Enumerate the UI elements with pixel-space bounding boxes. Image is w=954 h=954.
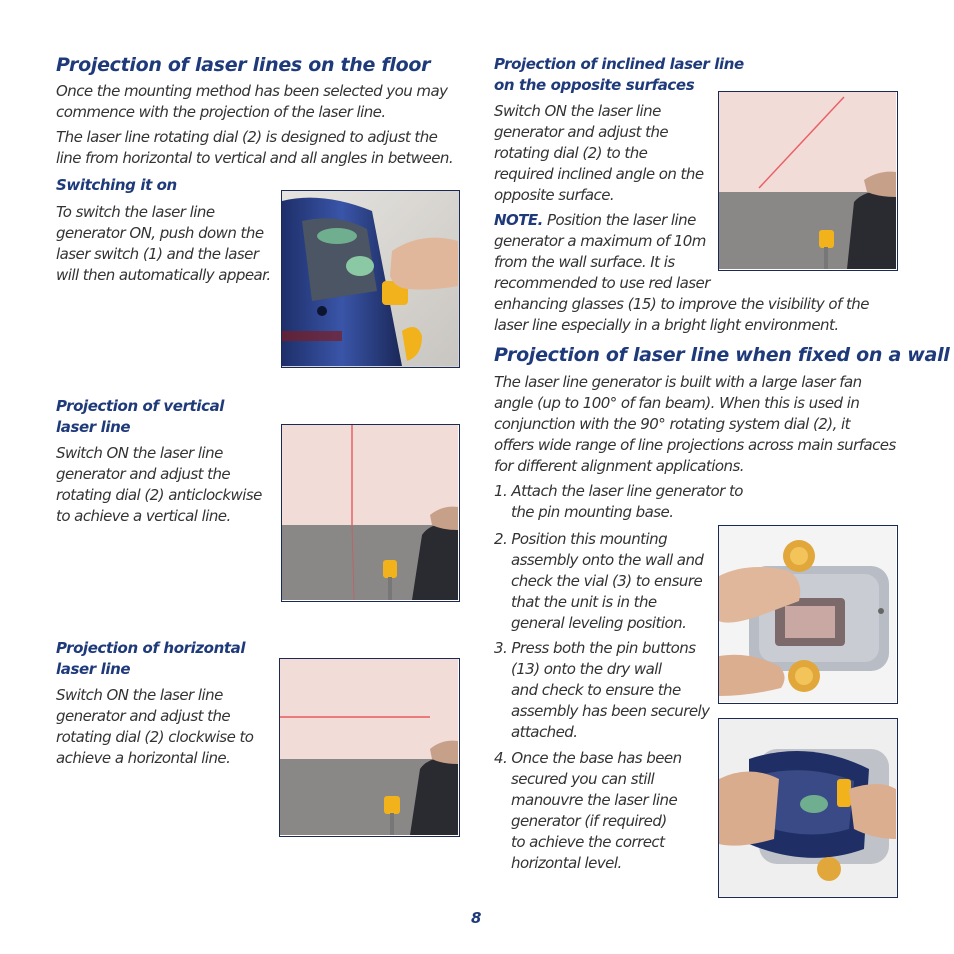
wall-step-2: 2. Position this mounting assembly onto the wall and check the vial (3) to ensure that the unit is in the general leveling position. [494,530,704,632]
page-number: 8 [471,909,482,927]
inclined-note: NOTE. Position the laser line generator a maximum of 10m from the wall surface. It is recommended to use red laser enhancing glasses (15) to improve the visibility of the laser line especially in a bright light environment. [494,211,869,334]
floor-intro-1: Once the mounting method has been selected you may commence with the projection of the laser line. [56,82,448,121]
laser-device-closeup-illustration [282,191,458,366]
horizontal-text: Switch ON the laser line generator and adjust the rotating dial (2) clockwise to achieve a horizontal line. [56,686,254,767]
laser-on-mount-illustration [719,719,896,896]
photo-mounting-base [718,525,898,704]
photo-laser-on-base [718,718,898,898]
horizontal-title: Projection of horizontal laser line [56,639,246,678]
inclined-laser-scene-illustration [719,92,896,269]
floor-title: Projection of laser lines on the floor [56,54,431,76]
inclined-title: Projection of inclined laser line on the opposite surfaces [494,55,744,94]
note-label: NOTE. [494,211,543,229]
vertical-laser-scene-illustration [282,425,458,600]
floor-intro-2: The laser line rotating dial (2) is designed to adjust the line from horizontal to vertical and all angles in between. [56,128,454,167]
wall-step-3: 3. Press both the pin buttons (13) onto the dry wall and check to ensure the assembly has been securely attached. [494,639,710,741]
wall-step-4: 4. Once the base has been secured you can still manouvre the laser line generator (if required) to achieve the correct horizontal level. [494,749,682,872]
wall-step-1: 1. Attach the laser line generator to the pin mounting base. [494,482,743,521]
inclined-text: Switch ON the laser line generator and adjust the rotating dial (2) to the required inclined angle on the opposite surface. [494,102,704,204]
photo-inclined-line [718,91,898,271]
photo-vertical-line [281,424,460,602]
vertical-text: Switch ON the laser line generator and adjust the rotating dial (2) anticlockwise to achieve a vertical line. [56,444,262,525]
photo-switch-on [281,190,460,368]
switch-on-title: Switching it on [56,176,177,194]
wall-intro: The laser line generator is built with a large laser fan angle (up to 100° of fan beam). When this is used in conjunction with the 90° rotating system dial (2), it offers wide range of line projections across main surfaces for different alignment applications. [494,373,896,475]
wall-title: Projection of laser line when fixed on a wall [494,344,950,366]
vertical-title: Projection of vertical laser line [56,397,225,436]
switch-on-text: To switch the laser line generator ON, push down the laser switch (1) and the laser will then automatically appear. [56,203,271,284]
photo-horizontal-line [279,658,460,837]
pin-mounting-base-illustration [719,526,896,702]
horizontal-laser-scene-illustration [280,659,458,835]
